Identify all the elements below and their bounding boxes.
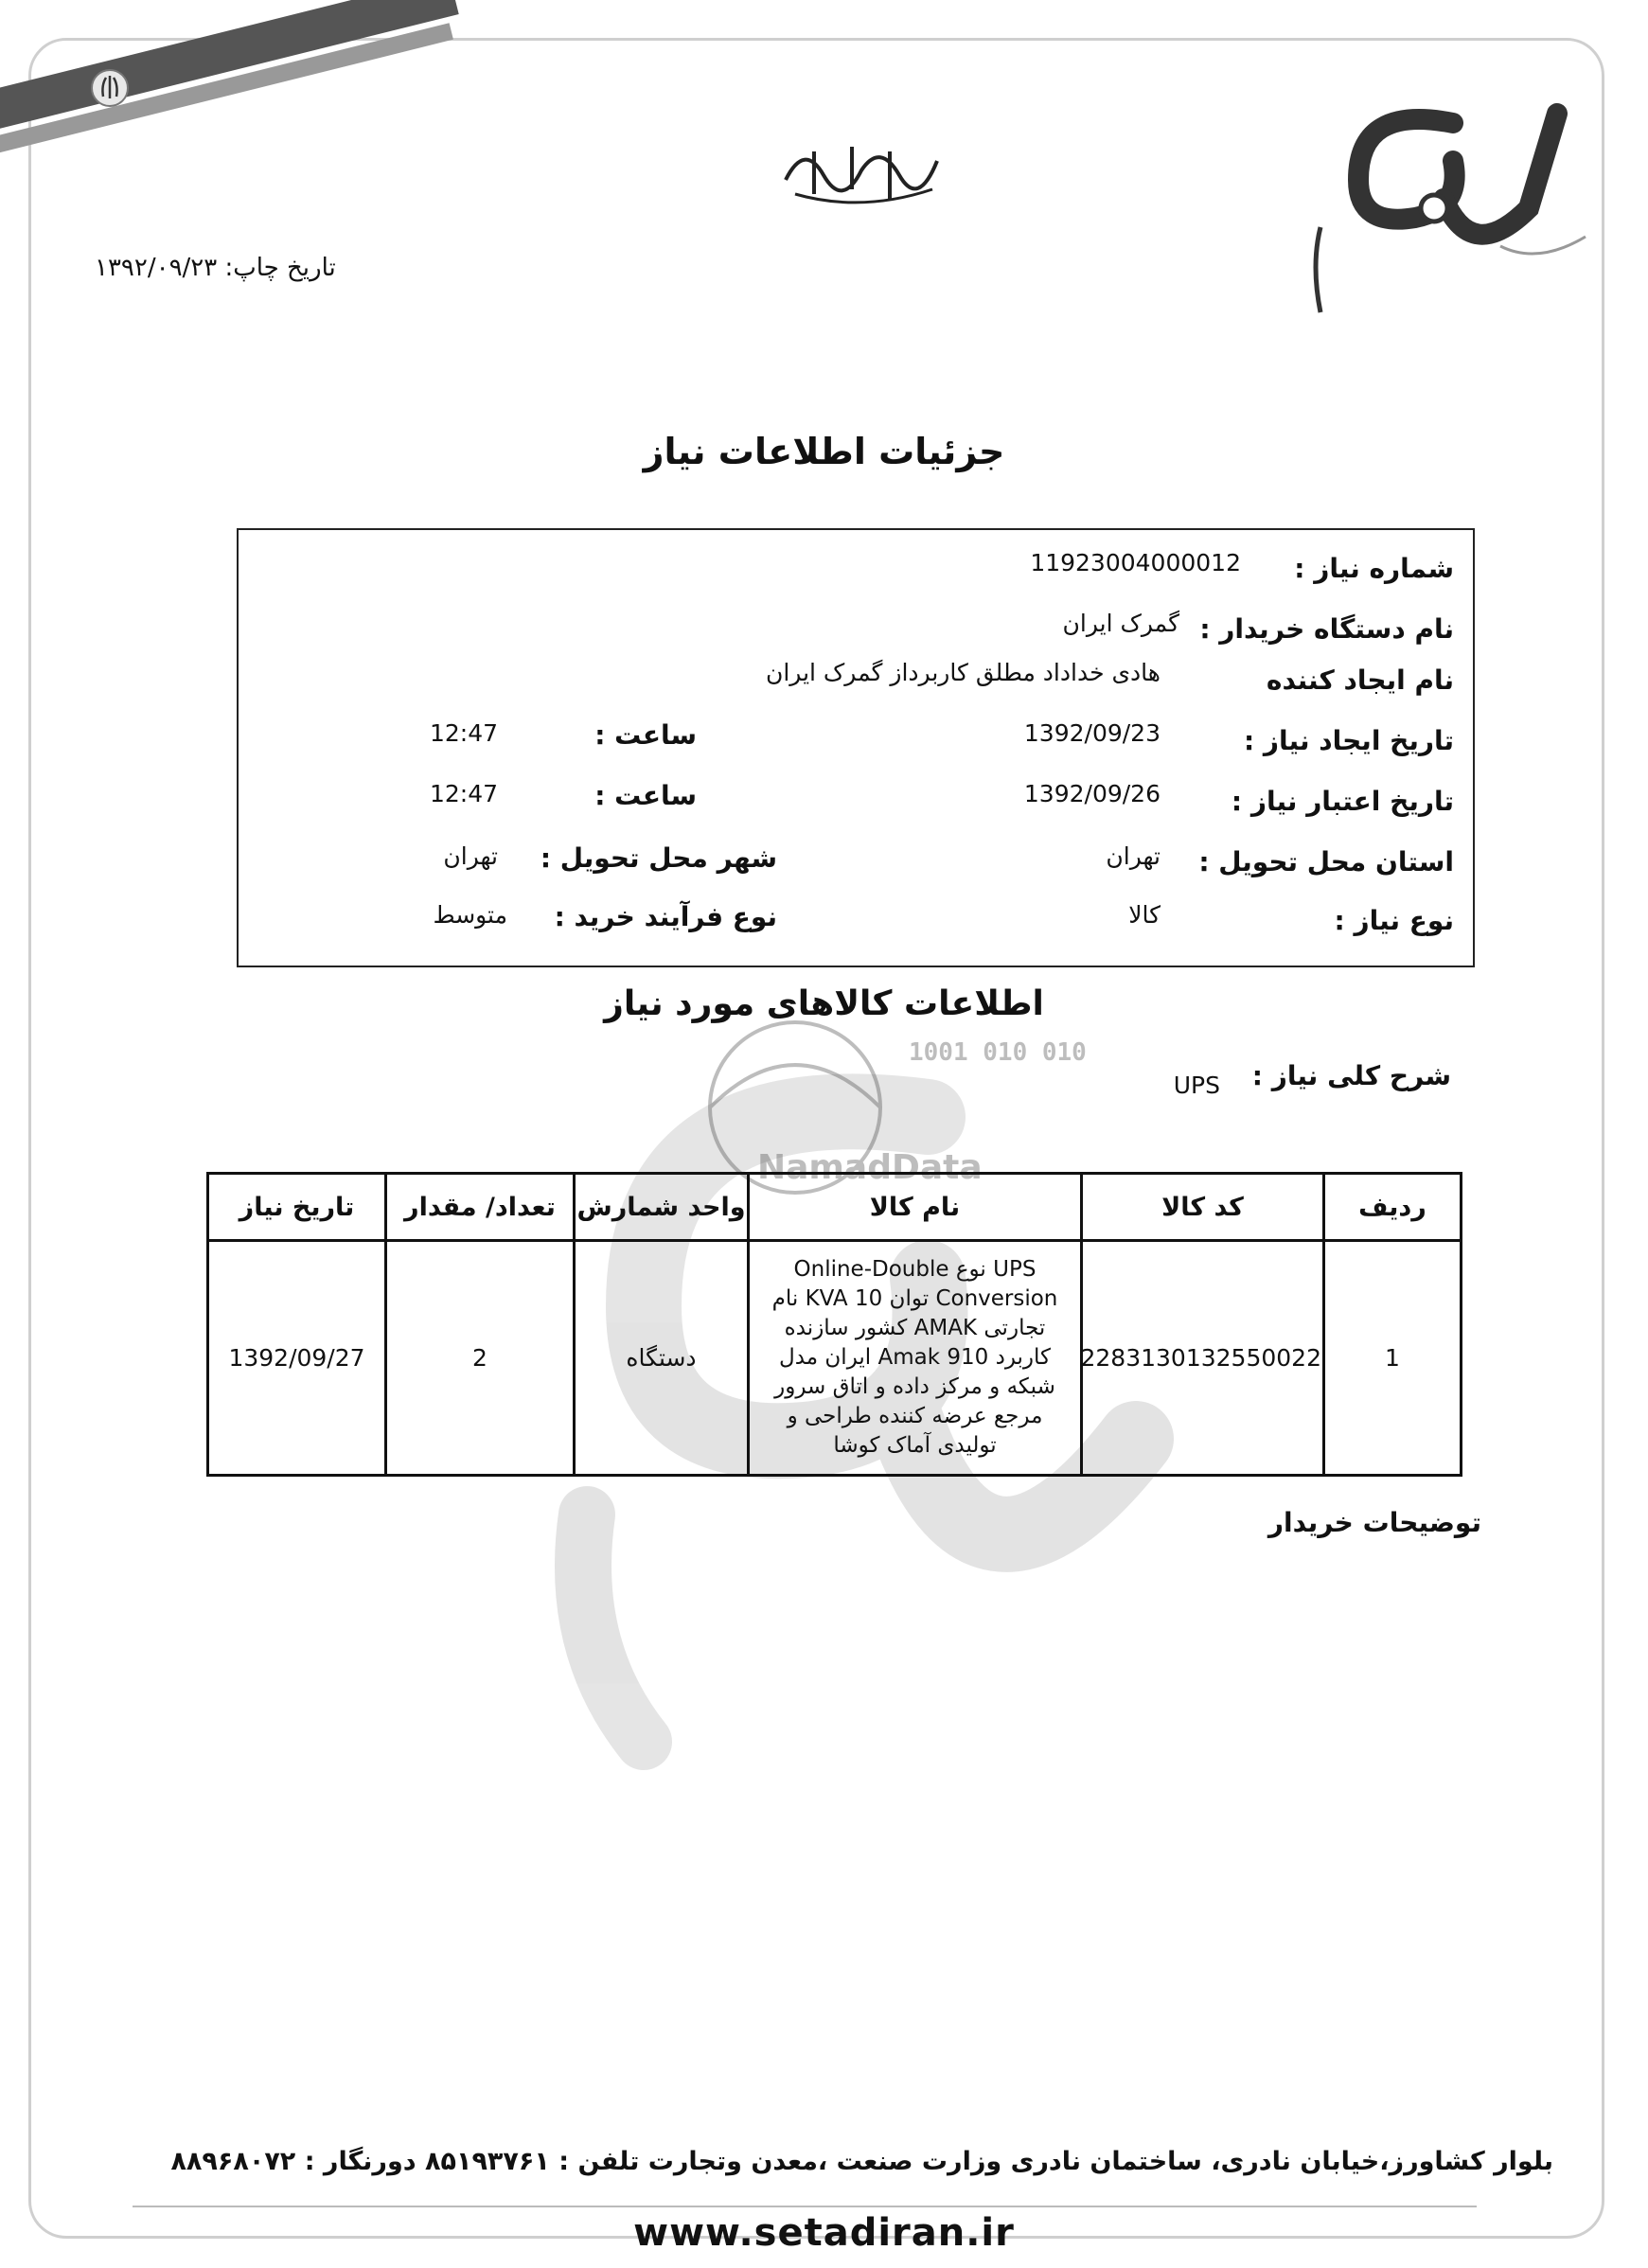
delivery-province-label: استان محل تحویل : [1198, 846, 1454, 877]
goods-section-title: اطلاعات کالاهای مورد نیاز [604, 984, 1044, 1023]
header-code: کد کالا [1082, 1174, 1324, 1241]
cell-quantity: 2 [386, 1241, 575, 1476]
name-line: تولیدی آماک کوشا [833, 1433, 997, 1458]
cell-code: 2283130132550022 [1082, 1241, 1324, 1476]
created-date-label: تاریخ ایجاد نیاز : [1243, 725, 1454, 756]
iran-emblem-icon [90, 68, 130, 108]
header-name: نام کالا [749, 1174, 1082, 1241]
header-quantity: تعداد/ مقدار [386, 1174, 575, 1241]
name-line: تجارتی AMAK کشور سازنده [784, 1316, 1046, 1340]
name-line: UPS نوع Online-Double [793, 1257, 1037, 1282]
general-description-label: شرح کلی نیاز : [1251, 1060, 1451, 1091]
created-time-label: ساعت : [594, 719, 697, 751]
cell-need-date: 1392/09/27 [208, 1241, 386, 1476]
name-line: مرجع عرضه کننده طراحی و [787, 1404, 1043, 1428]
buyer-notes-label: توضیحات خریدار [1267, 1507, 1481, 1538]
purchase-process-value: متوسط [433, 901, 507, 929]
corner-stripe [28, 38, 407, 208]
bismillah-calligraphy [776, 123, 947, 208]
purchase-process-label: نوع فرآیند خرید : [554, 901, 777, 932]
page-title: جزئیات اطلاعات نیاز [643, 431, 1005, 472]
goods-table [206, 1172, 1462, 1477]
creator-label: نام ایجاد کننده [1266, 664, 1454, 696]
stamp-digits: 1001 010 010 [909, 1038, 1087, 1067]
buyer-org-value: گمرک ایران [1062, 610, 1179, 637]
name-line: کاربرد Amak 910 ایران مدل [779, 1345, 1051, 1370]
general-description-value: UPS [1173, 1072, 1220, 1099]
cell-unit: دستگاه [575, 1241, 749, 1476]
delivery-province-value: تهران [1106, 842, 1161, 870]
footer-divider [133, 2206, 1477, 2207]
creator-value: هادی خداداد مطلق کاربرداز گمرک ایران [765, 659, 1161, 686]
footer-address: بلوار کشاورز،خیابان نادری، ساختمان نادری وزارت صنعت ،معدن وتجارت تلفن : ۸۵۱۹۳۷۶۱ دورنگار : ۸۸۹۶۸۰۷۲ [170, 2147, 1553, 2176]
need-number-value: 11923004000012 [1030, 549, 1241, 576]
buyer-org-label: نام دستگاه خریدار : [1199, 613, 1454, 645]
name-line: شبکه و مرکز داده و اتاق سرور [774, 1374, 1055, 1399]
validity-date-label: تاریخ اعتبار نیاز : [1231, 786, 1454, 817]
print-date [95, 254, 336, 282]
table-row [208, 1241, 1462, 1476]
name-line: Conversion توان 10 KVA نام [771, 1286, 1058, 1311]
stamp-brand: NamadData [757, 1148, 983, 1187]
header-row-no: ردیف [1324, 1174, 1462, 1241]
need-type-value: کالا [1128, 901, 1161, 929]
validity-time-label: ساعت : [594, 780, 697, 811]
header-need-date: تاریخ نیاز [208, 1174, 386, 1241]
footer-website: www.setadiran.ir [633, 2211, 1015, 2255]
created-time-value: 12:47 [429, 719, 498, 747]
delivery-city-label: شهر محل تحویل : [540, 842, 777, 874]
created-date-value: 1392/09/23 [1023, 719, 1161, 747]
need-type-label: نوع نیاز : [1334, 905, 1454, 936]
cell-name [749, 1241, 1082, 1476]
header-unit: واحد شمارش [575, 1174, 749, 1241]
need-info-box [237, 528, 1475, 967]
table-header-row [208, 1174, 1462, 1241]
setad-logo [1302, 76, 1586, 360]
print-date-label: تاریخ چاپ: [224, 254, 336, 282]
print-date-value: ۱۳۹۲/۰۹/۲۳ [95, 254, 218, 282]
validity-date-value: 1392/09/26 [1023, 780, 1161, 807]
cell-row-no: 1 [1324, 1241, 1462, 1476]
validity-time-value: 12:47 [429, 780, 498, 807]
need-number-label: شماره نیاز : [1294, 553, 1454, 584]
delivery-city-value: تهران [443, 842, 498, 870]
